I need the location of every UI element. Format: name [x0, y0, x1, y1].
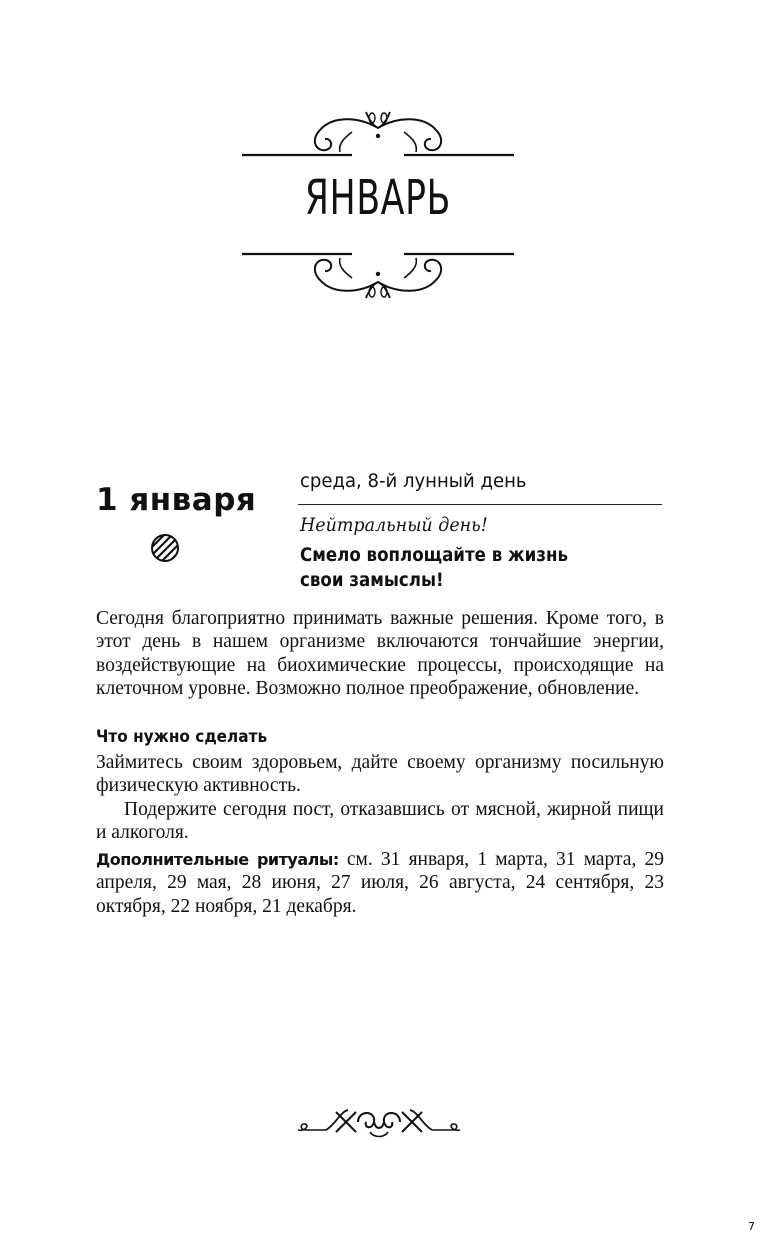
- day-type: Нейтральный день!: [300, 514, 488, 536]
- day-date: 1 января: [96, 482, 257, 518]
- todo-section: [96, 751, 664, 844]
- motto-line: свои замыслы!: [300, 570, 444, 591]
- intro-paragraph: Сегодня благоприятно принимать важные решения. Кроме того, в этот день в нашем организме включаются тончайшие энергии, воздействующие на биохимические процессы, происходящие на клеточном уровне. Возможно полное преображение, обновление.: [96, 608, 664, 699]
- month-title: ЯНВАРЬ: [304, 170, 452, 226]
- day-motto: [300, 543, 606, 593]
- todo-paragraph: Подержите сегодня пост, отказавшись от мясной, жирной пищи и алкоголя.: [96, 798, 664, 843]
- moon-phase-icon: [150, 533, 180, 568]
- page-number: 7: [748, 1220, 755, 1233]
- extra-rituals: [96, 848, 664, 918]
- motto-line: Смело воплощайте в жизнь: [300, 545, 568, 566]
- divider-line: [298, 504, 662, 505]
- todo-heading: Что нужно сделать: [96, 727, 268, 747]
- top-ornament-icon: [240, 108, 516, 158]
- flourish-divider-icon: [296, 1102, 462, 1145]
- extra-rituals-label: Дополнительные ритуалы:: [96, 850, 339, 869]
- todo-paragraph: Займитесь своим здоровьем, дайте своему организму посильную физическую активность.: [96, 752, 664, 797]
- weekday-lunar-day: среда, 8-й лунный день: [300, 470, 527, 492]
- bottom-ornament-icon: [240, 250, 516, 302]
- extra-rituals-dates: см. 31 января, 1 марта, 31 марта, 29 апреля, 29 мая, 28 июня, 27 июля, 26 августа, 24 сентября, 23 октября, 22 ноября, 21 декабря.: [96, 849, 664, 917]
